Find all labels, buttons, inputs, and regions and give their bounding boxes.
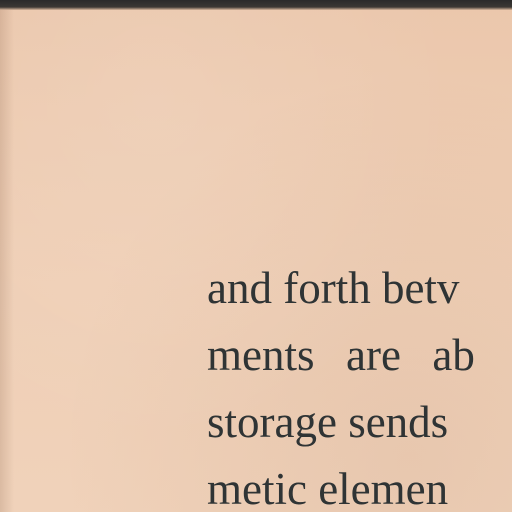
text-line-2: ments are ab (207, 330, 475, 380)
text-line-4: metic elemen (207, 464, 449, 512)
page-top-edge (0, 0, 512, 10)
text-line-1: and forth betv (207, 263, 460, 313)
text-line-3: storage sends (207, 397, 449, 447)
body-text (207, 255, 512, 512)
page-left-shadow (0, 10, 14, 512)
